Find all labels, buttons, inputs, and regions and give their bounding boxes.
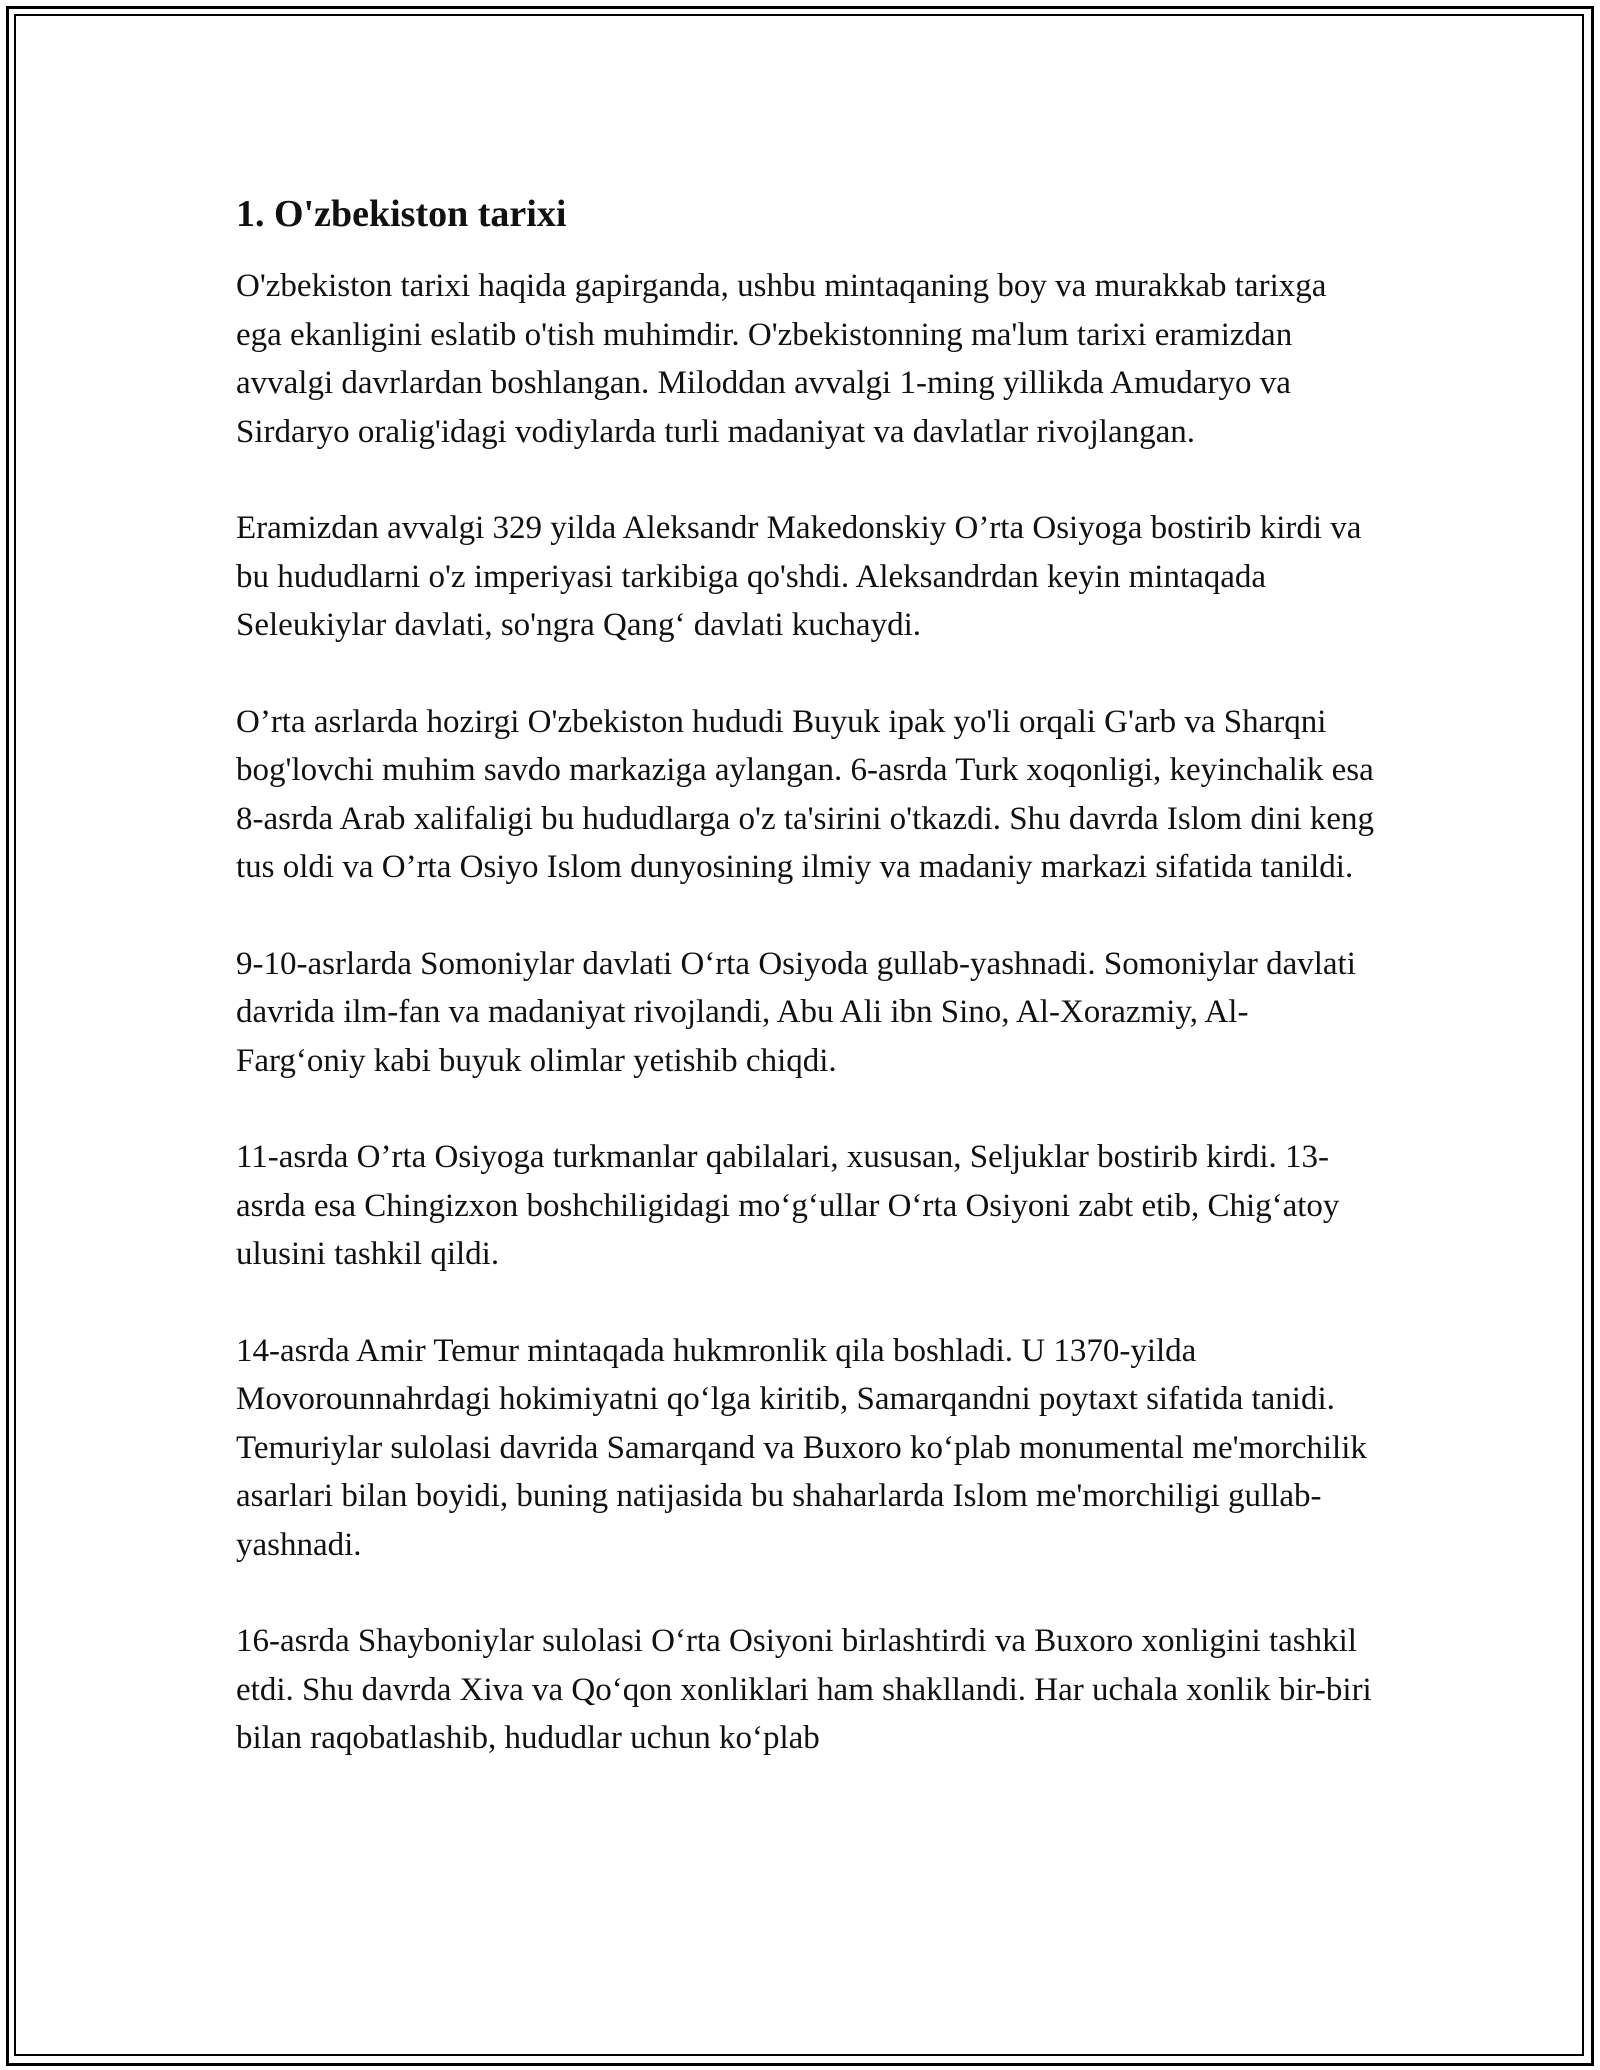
paragraph-2: Eramizdan avvalgi 329 yilda Aleksandr Makedonskiy O’rta Osiyoga bostirib kirdi va bu hududlarni o'z imperiyasi tarkibiga qo'shdi. Aleksandrdan keyin mintaqada Seleukiylar davlati, so'ngra Qangʻ davlati kuchaydi. xyxy=(236,510,1362,643)
paragraph-6: 14-asrda Amir Temur mintaqada hukmronlik qila boshladi. U 1370-yilda Movorounnahrdagi hokimiyatni qoʻlga kiritib, Samarqandni poytaxt sifatida tanidi. Temuriylar sulolasi davrida Samarqand va Buxoro koʻplab monumental me'morchilik asarlari bilan boyidi, buning natijasida bu shaharlarda Islom me'morchiligi gullab-yashnadi. xyxy=(236,1332,1367,1563)
section-heading: 1. O'zbekiston tarixi xyxy=(236,193,567,235)
paragraph-7: 16-asrda Shayboniylar sulolasi Oʻrta Osiyoni birlashtirdi va Buxoro xonligini tashkil etdi. Shu davrda Xiva va Qoʻqon xonliklari ham shakllandi. Har uchala xonlik bir-biri bilan raqobatlashib, hududlar uchun koʻplab xyxy=(236,1623,1372,1756)
document-body xyxy=(236,184,1376,1811)
paragraph-4: 9-10-asrlarda Somoniylar davlati Oʻrta Osiyoda gullab-yashnadi. Somoniylar davlati davrida ilm-fan va madaniyat rivojlandi, Abu Ali ibn Sino, Al-Xorazmiy, Al-Fargʻoniy kabi buyuk olimlar yetishib chiqdi. xyxy=(236,945,1356,1079)
paragraph-3: O’rta asrlarda hozirgi O'zbekiston hududi Buyuk ipak yo'li orqali G'arb va Sharqni bog'lovchi muhim savdo markaziga aylangan. 6-asrda Turk xoqonligi, keyinchalik esa 8-asrda Arab xalifaligi bu hududlarga o'z ta'sirini o'tkazdi. Shu davrda Islom dini keng tus oldi va O’rta Osiyo Islom dunyosining ilmiy va madaniy markazi sifatida tanildi. xyxy=(236,703,1375,885)
paragraph-5: 11-asrda O’rta Osiyoga turkmanlar qabilalari, xususan, Seljuklar bostirib kirdi. 13-asrda esa Chingizxon boshchiligidagi moʻgʻullar Oʻrta Osiyoni zabt etib, Chigʻatoy ulusini tashkil qildi. xyxy=(236,1139,1340,1272)
paragraph-1: O'zbekiston tarixi haqida gapirganda, ushbu mintaqaning boy va murakkab tarixga ega ekanligini eslatib o'tish muhimdir. O'zbekistonning ma'lum tarixi eramizdan avvalgi davrlardan boshlangan. Miloddan avvalgi 1-ming yillikda Amudaryo va Sirdaryo oralig'idagi vodiylarda turli madaniyat va davlatlar rivojlangan. xyxy=(236,268,1327,450)
